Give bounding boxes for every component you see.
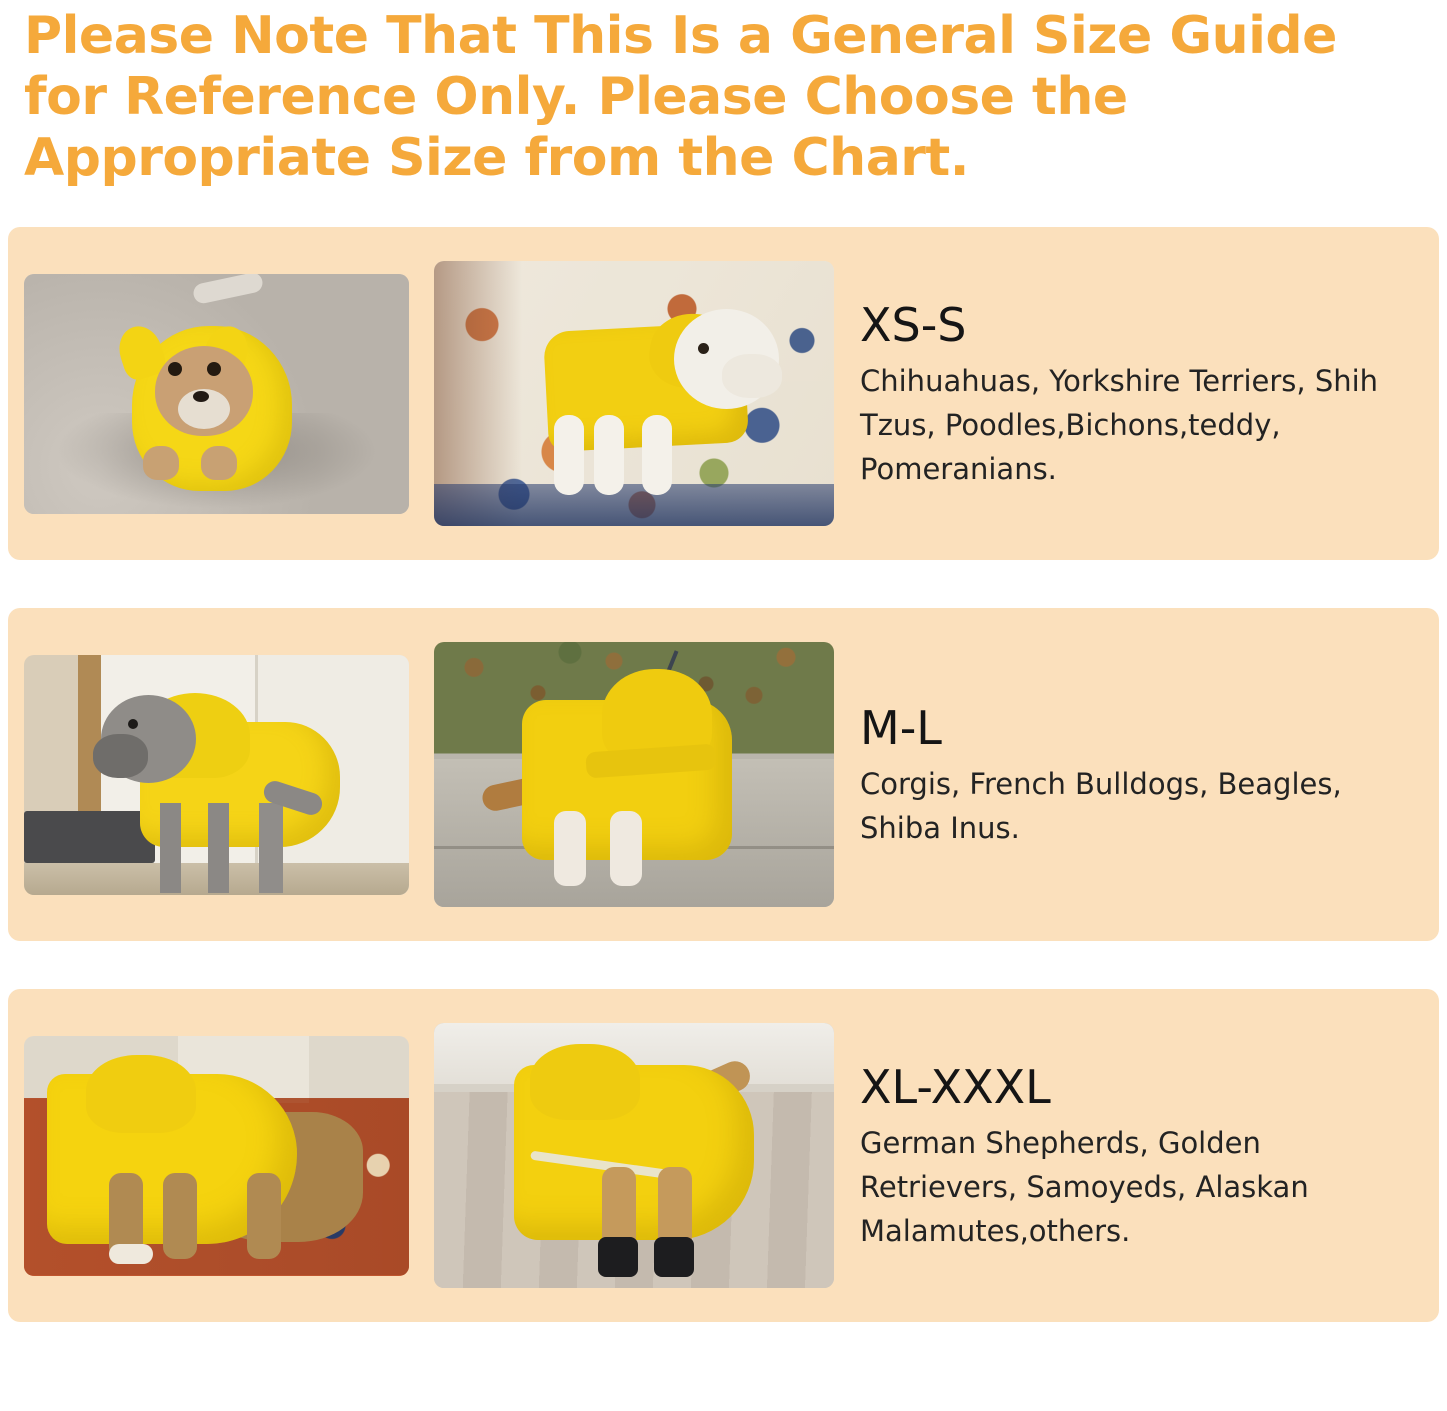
size-rows — [8, 227, 1439, 1322]
size-label: XS-S — [860, 297, 967, 352]
photo-m-l-right — [434, 642, 834, 907]
size-breeds: Corgis, French Bulldogs, Beagles, Shiba Inus. — [860, 766, 1342, 845]
size-info-xl-xxxl — [860, 1059, 1439, 1253]
size-label: M-L — [860, 700, 942, 755]
photo-xs-s-left — [24, 274, 409, 514]
photo-xl-xxxl-right — [434, 1023, 834, 1288]
photo-xs-s-right — [434, 261, 834, 526]
size-row-xl-xxxl — [8, 989, 1439, 1322]
size-row-xs-s — [8, 227, 1439, 560]
size-label: XL-XXXL — [860, 1059, 1051, 1114]
page-title: Please Note That This Is a General Size Guide for Reference Only. Please Choose the Appropriate Size from the Chart. — [24, 6, 1337, 188]
size-info-m-l — [860, 700, 1439, 850]
size-breeds: Chihuahuas, Yorkshire Terriers, Shih Tzus, Poodles,Bichons,teddy, Pomeranians. — [860, 363, 1379, 486]
photo-m-l-left — [24, 655, 409, 895]
photo-xl-xxxl-left — [24, 1036, 409, 1276]
size-breeds: German Shepherds, Golden Retrievers, Samoyeds, Alaskan Malamutes,others. — [860, 1125, 1309, 1248]
size-info-xs-s — [860, 297, 1439, 491]
size-row-m-l — [8, 608, 1439, 941]
